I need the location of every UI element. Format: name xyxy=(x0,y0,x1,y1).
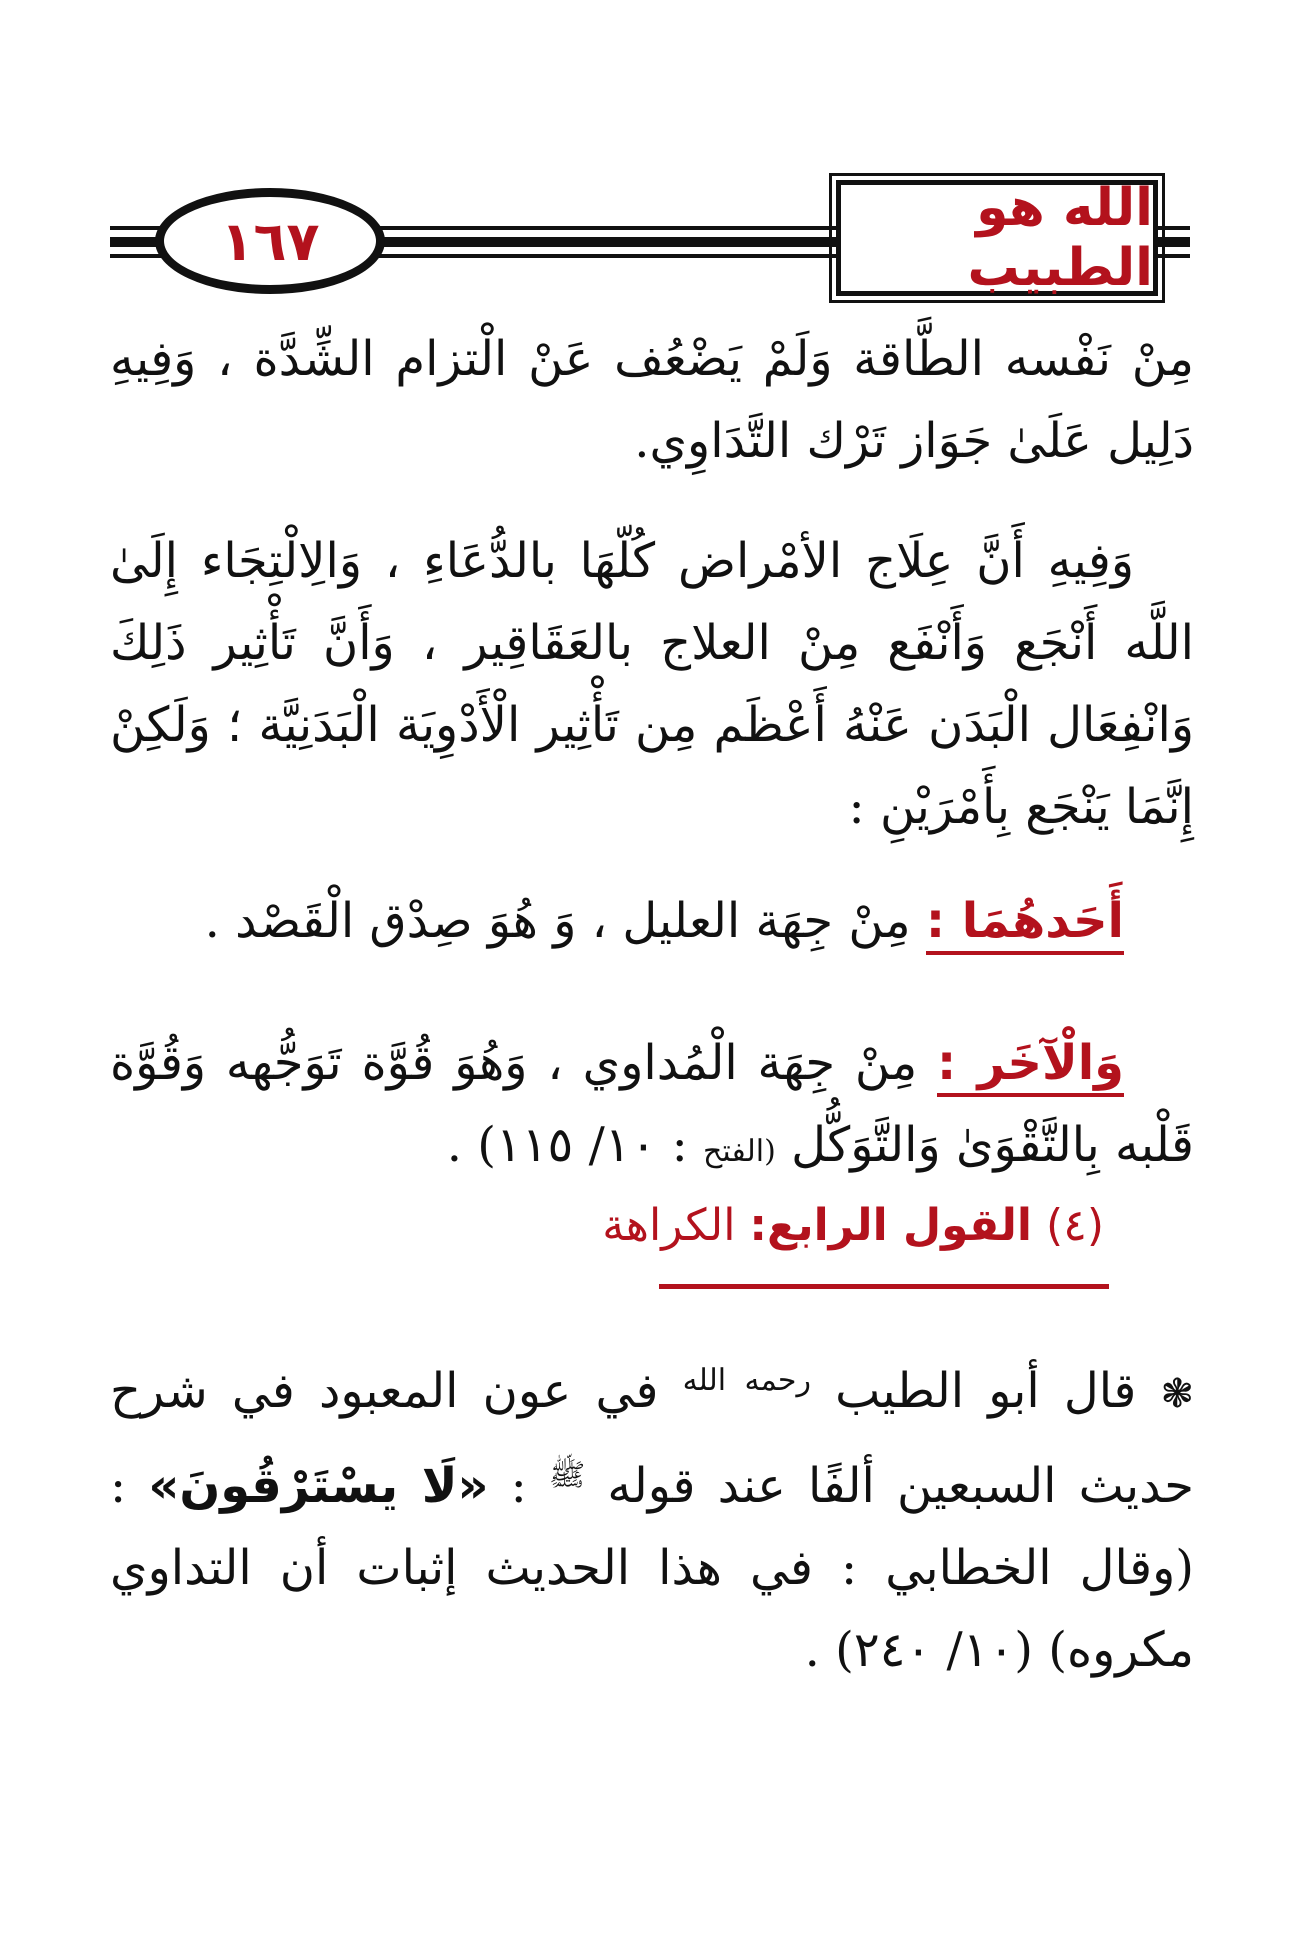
reference-numbers: : ١٠/ ١١٥) . xyxy=(446,1117,688,1173)
section-title-bold: القول الرابع: xyxy=(749,1200,1033,1251)
paragraph-3 xyxy=(110,880,1194,962)
section-title-rest: الكراهة xyxy=(602,1200,736,1251)
section-number: (٤) xyxy=(1046,1200,1104,1251)
paragraph-5 xyxy=(110,1340,1194,1691)
page-header xyxy=(110,178,1190,298)
reference-source: (الفتح xyxy=(703,1134,776,1169)
p5-part-a: قال أبو الطيب xyxy=(835,1363,1137,1419)
hadith-quote: «لَا يسْتَرْقُونَ» xyxy=(148,1458,489,1514)
p5-part-d: : (وقال الخطابي : في هذا الحديث إثبات أن التداوي مكروه) (١٠/ ٢٤٠) . xyxy=(110,1458,1194,1678)
honorific-rahimahullah: رحمه الله xyxy=(682,1363,811,1398)
paragraph-4 xyxy=(110,1022,1194,1193)
second-text: مِنْ جِهَة الْمُداوي ، وَهُوَ قُوَّة تَوَجُّهه وَقُوَّة قَلْبه بِالتَّقْوَىٰ وَالتَّوَكُّل xyxy=(110,1035,1194,1173)
first-text: مِنْ جِهَة العليل ، وَ هُوَ صِدْق الْقَصْد . xyxy=(204,893,911,949)
paragraph-2: وَفِيهِ أَنَّ عِلَاج الأمْراض كُلّهَا بالدُّعَاءِ ، وَالِالْتِجَاء إِلَىٰ اللَّه أَنْجَع وَأَنْفَع مِنْ العلاج بالعَقَاقِير ، وَأَنَّ تَأْثِير ذَلِكَ وَانْفِعَال الْبَدَن عَنْهُ أَعْظَم مِن تَأْثِير الْأَدْوِيَة الْبَدَنِيَّة ؛ وَلَكِنْ إِنَّمَا يَنْجَع بِأَمْرَيْنِ : xyxy=(110,533,1194,835)
honorific-salawat: ﷺ xyxy=(548,1458,586,1493)
first-label: أَحَدهُمَا : xyxy=(926,893,1124,955)
p5-part-b: في عون المعبود في شرح حديث السبعين ألفًا عند قوله xyxy=(110,1363,1194,1514)
p5-part-c: : xyxy=(510,1458,527,1514)
section-underline xyxy=(659,1284,1109,1289)
flower-ornament-icon: ❃ xyxy=(1160,1371,1194,1417)
second-label: وَالْآخَر : xyxy=(937,1035,1124,1097)
paragraph-1: مِنْ نَفْسه الطَّاقة وَلَمْ يَضْعُف عَنْ الْتزام الشِّدَّة ، وَفِيهِ دَلِيل عَلَىٰ جَوَاز تَرْك التَّدَاوِي. xyxy=(110,331,1194,469)
section-heading xyxy=(602,1200,1104,1251)
running-title: الله هو الطبيب xyxy=(836,180,1158,296)
page-number: ١٦٧ xyxy=(155,188,385,294)
